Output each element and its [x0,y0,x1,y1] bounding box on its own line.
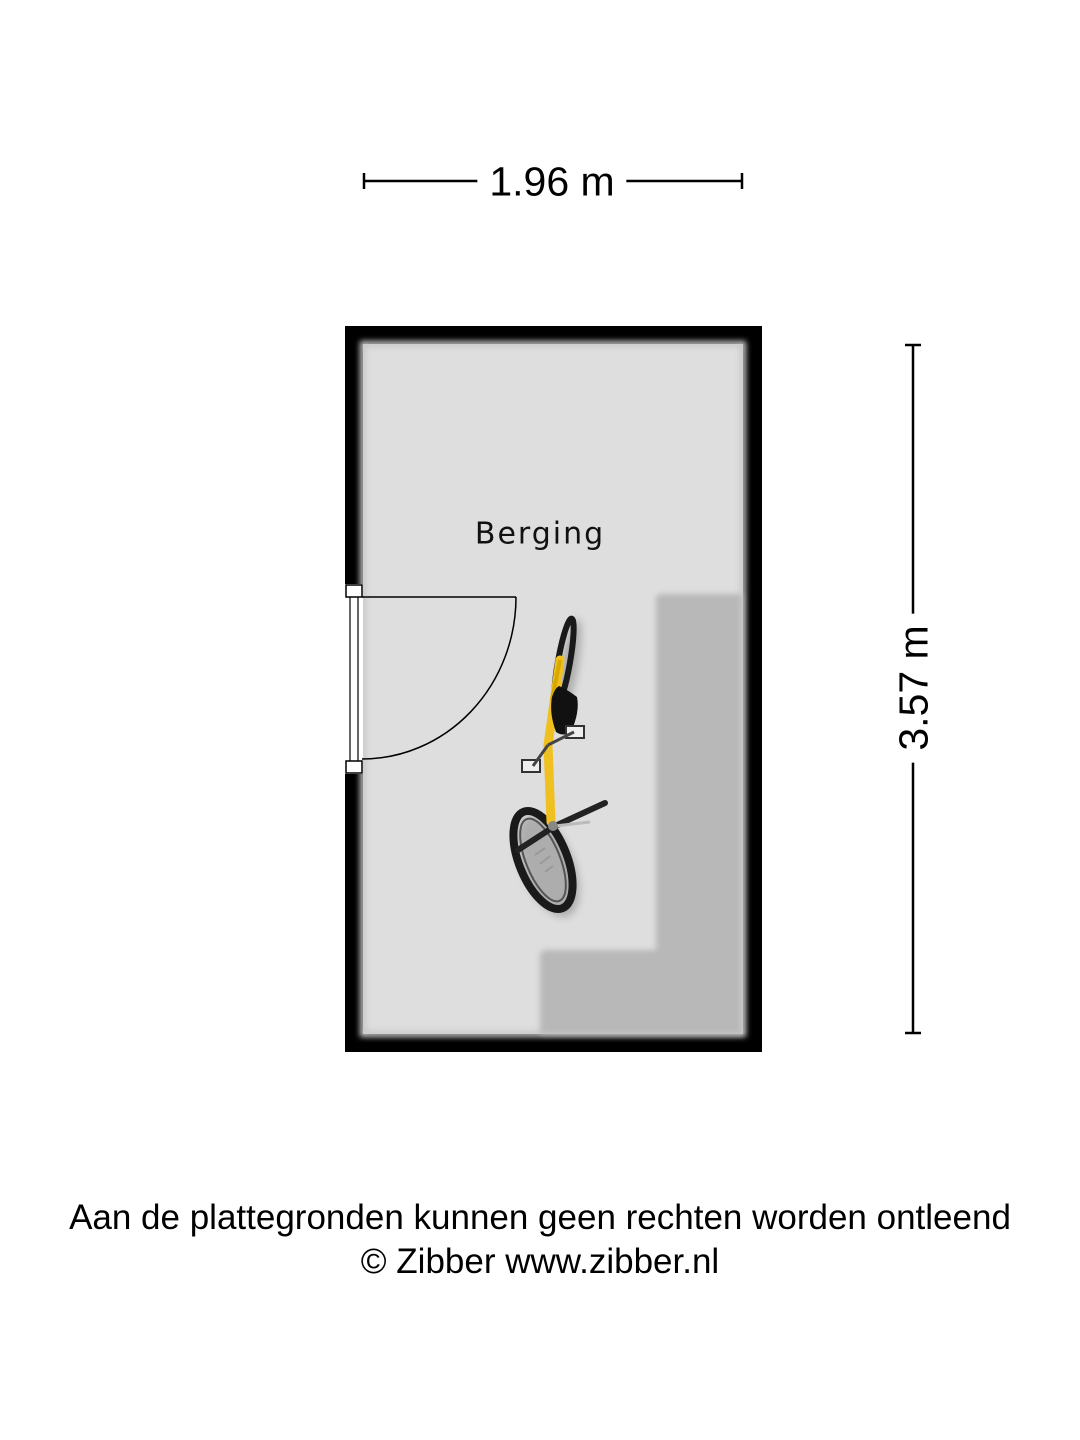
copyright-text: © Zibber www.zibber.nl [360,1242,720,1281]
width-dimension-label: 1.96 m [477,162,626,203]
disclaimer-text: Aan de plattegronden kunnen geen rechten worden ontleend [69,1198,1011,1237]
room-name-label: Berging [474,516,606,552]
footer [0,1196,1080,1284]
height-dimension-label: 3.57 m [894,613,935,762]
